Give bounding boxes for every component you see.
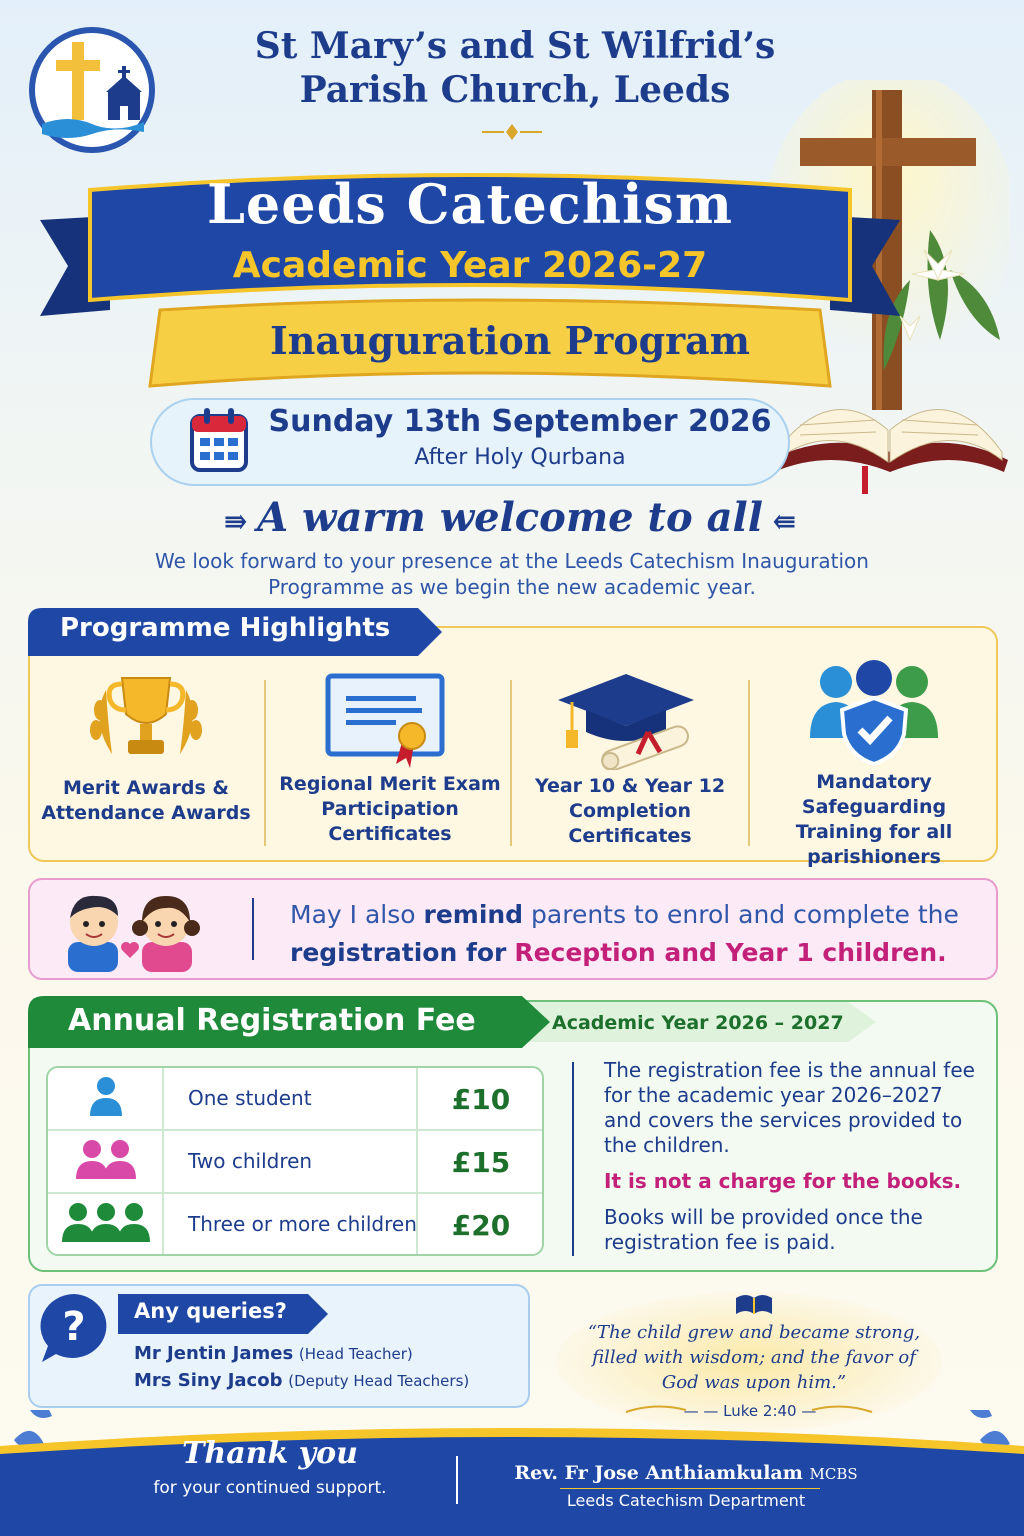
- two-people-icon: [48, 1131, 164, 1194]
- children-icon: [60, 888, 200, 972]
- reminder-text-bold: registration for: [290, 938, 507, 967]
- fee-divider: [572, 1062, 574, 1256]
- church-name-line2: Parish Church, Leeds: [299, 69, 731, 111]
- highlight-label: Merit Awards & Attendance Awards: [41, 777, 251, 824]
- highlight-divider: [264, 680, 266, 846]
- thank-you-heading: Thank you: [182, 1436, 358, 1471]
- highlight-label: Year 10 & Year 12 Completion Certificates: [534, 775, 726, 847]
- fee-title: Annual Registration Fee: [68, 1003, 476, 1038]
- fee-row: [48, 1068, 542, 1131]
- contact-head-teacher: [134, 1343, 524, 1364]
- reminder-text-part: May I also: [290, 900, 424, 929]
- parish-logo-icon: [28, 22, 156, 158]
- graduation-cap-icon: [556, 670, 696, 770]
- calendar-icon: [188, 404, 250, 476]
- highlight-label: Regional Merit Exam Participation Certificates: [279, 773, 501, 845]
- reminder-text-bold: remind: [423, 900, 524, 929]
- highlight-item: [756, 670, 992, 868]
- fee-amount: £15: [416, 1131, 544, 1194]
- fee-row: [48, 1194, 542, 1256]
- open-book-icon: [734, 1290, 774, 1318]
- contact-role: (Deputy Head Teachers): [288, 1372, 470, 1390]
- three-people-icon: [48, 1194, 164, 1256]
- church-name: [200, 24, 830, 112]
- question-icon: [34, 1290, 114, 1366]
- fee-table: [46, 1066, 544, 1256]
- fee-amount: £10: [416, 1068, 544, 1131]
- ornament-icon: [482, 122, 542, 142]
- signatory-name: [496, 1462, 876, 1484]
- queries-title: Any queries?: [134, 1299, 287, 1323]
- scripture-quote: “The child grew and became strong, filled with wisdom; and the favor of God was upon him.”: [587, 1322, 921, 1393]
- signatory-suffix: MCBS: [809, 1465, 858, 1483]
- svg-text:?: ?: [62, 1304, 86, 1350]
- fee-note: Books will be provided once the registration fee is paid.: [604, 1205, 923, 1254]
- one-person-icon: [48, 1068, 164, 1131]
- welcome-chevron-right-icon: ⇚: [762, 505, 797, 538]
- banner-title: Leeds Catechism: [206, 172, 734, 236]
- highlight-item: [276, 670, 504, 850]
- fee-amount: £20: [416, 1194, 544, 1256]
- reminder-divider: [252, 898, 254, 960]
- welcome-message: We look forward to your presence at the Leeds Catechism Inauguration Programme as we begin the new academic year.: [155, 549, 869, 599]
- contact-name: Mr Jentin James: [134, 1343, 294, 1364]
- reminder-text-part: parents to enrol and complete the: [523, 900, 959, 929]
- scripture-reference-text: — Luke 2:40: [703, 1402, 797, 1420]
- thank-you-subtext: for your continued support.: [153, 1478, 387, 1498]
- trophy-icon: [76, 670, 216, 766]
- highlight-divider: [748, 680, 750, 846]
- quote-dash-icon: —: [796, 1402, 817, 1420]
- department-name: Leeds Catechism Department: [566, 1491, 806, 1510]
- event-time: After Holy Qurbana: [414, 445, 626, 470]
- fee-note: The registration fee is the annual fee for the academic year 2026–2027 and covers the services provided to the children.: [604, 1058, 975, 1157]
- welcome-chevron-left-icon: ⇛: [223, 505, 258, 538]
- footer-divider: [456, 1456, 458, 1504]
- event-date: Sunday 13th September 2026: [268, 404, 772, 439]
- signatory: Rev. Fr Jose Anthiamkulam: [514, 1462, 803, 1484]
- signature-underline: [560, 1488, 820, 1489]
- reminder-text: [290, 896, 990, 972]
- fee-label: Two children: [188, 1149, 313, 1173]
- contact-role: (Head Teacher): [298, 1345, 413, 1363]
- welcome-heading: [180, 494, 840, 541]
- highlight-item: [40, 670, 252, 850]
- reminder-highlight: Reception and Year 1 children.: [514, 938, 947, 967]
- banner-program-title: Inauguration Program: [269, 318, 751, 363]
- fee-label: Three or more children: [188, 1212, 417, 1236]
- quote-dash-icon: —: [683, 1402, 704, 1420]
- highlight-label: Mandatory Safeguarding Training for all parishioners: [795, 771, 953, 868]
- church-name-line1: St Mary’s and St Wilfrid’s: [254, 25, 776, 67]
- fee-academic-year: Academic Year 2026 – 2027: [552, 1012, 844, 1034]
- highlights-title: Programme Highlights: [60, 613, 391, 643]
- fee-note-books: It is not a charge for the books.: [604, 1169, 962, 1193]
- contact-name: Mrs Siny Jacob: [134, 1370, 283, 1391]
- fee-label: One student: [188, 1086, 312, 1110]
- highlight-divider: [510, 680, 512, 846]
- welcome-title: A warm welcome to all: [257, 494, 763, 541]
- fee-row: [48, 1131, 542, 1194]
- safeguarding-shield-icon: [806, 658, 942, 766]
- banner-academic-year: Academic Year 2026-27: [232, 245, 708, 286]
- contact-deputy-head-teacher: [134, 1370, 524, 1391]
- certificate-icon: [324, 672, 454, 768]
- highlight-item: [520, 670, 740, 850]
